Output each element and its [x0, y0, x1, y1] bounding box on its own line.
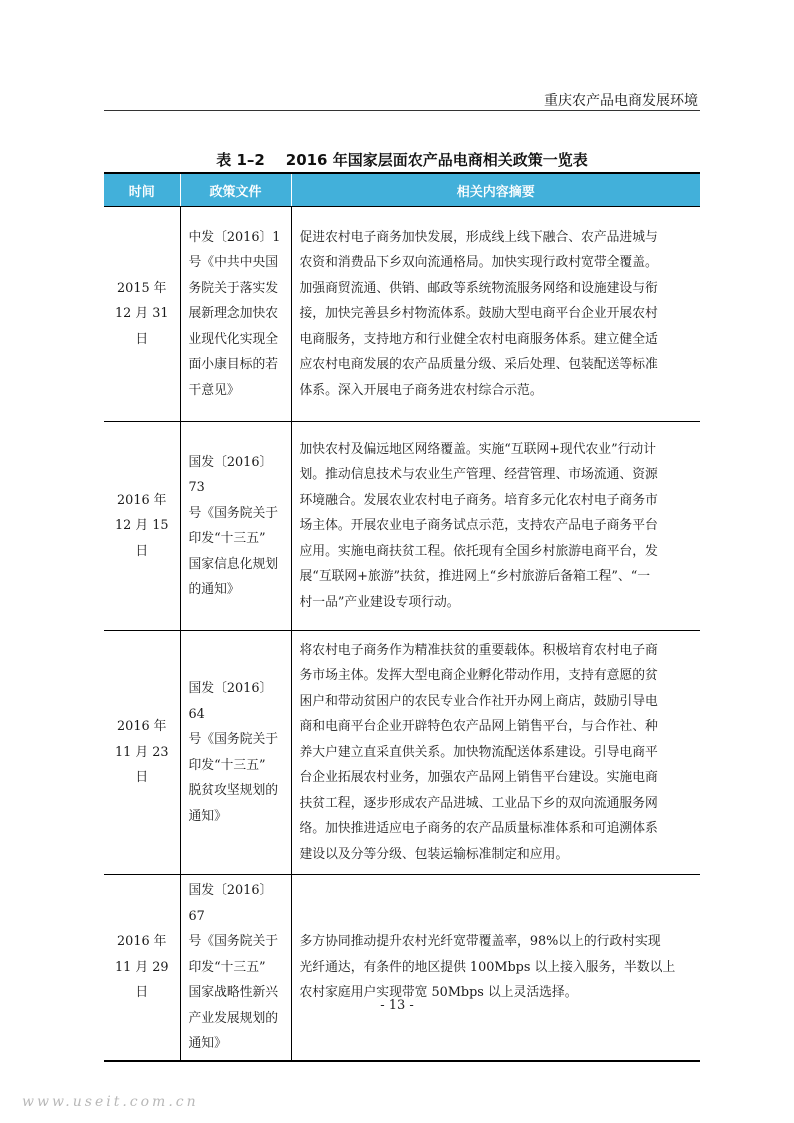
summary-line: 多方协同推动提升农村光纤宽带覆盖率，98%以上的行政村实现 [299, 934, 661, 949]
summary-line: 商和电商平台企业开辟特色农产品网上销售平台，与合作社、种 [299, 719, 658, 735]
summary-line: 划。推动信息技术与农业生产管理、经营管理、市场流通、资源 [299, 467, 658, 483]
time-year: 2016 年 [117, 719, 167, 735]
document-line: 号《国务院关于 [188, 934, 279, 949]
document-cell [180, 207, 291, 422]
document-line: 国家战略性新兴 [188, 985, 279, 1000]
document-line: 业现代化实现全 [188, 331, 279, 347]
document-line: 的通知》 [188, 582, 240, 597]
summary-line: 展“互联网+旅游”扶贫，推进网上“乡村旅游后备箱工程”、“一 [299, 569, 651, 585]
summary-line: 农资和消费品下乡双向流通格局。加快实现行政村宽带全覆盖。 [299, 255, 658, 271]
summary-cell [291, 422, 700, 631]
summary-line: 应农村电商发展的农产品质量分级、采后处理、包装配送等标准 [299, 357, 658, 373]
document-line: 印发“十三五” [188, 959, 266, 975]
table-row [104, 631, 700, 875]
time-year: 2015 年 [117, 280, 167, 296]
time-date: 11 月 23 日 [115, 744, 169, 786]
summary-line: 加快农村及偏远地区网络覆盖。实施“互联网+现代农业”行动计 [299, 441, 657, 457]
time-year: 2016 年 [117, 492, 167, 508]
document-line: 脱贫攻坚规划的 [188, 783, 279, 798]
summary-line: 务市场主体。发挥大型电商企业孵化带动作用，支持有意愿的贫 [299, 668, 658, 684]
summary-line: 村一品”产业建设专项行动。 [299, 594, 460, 610]
document-line: 通知》 [188, 808, 227, 824]
summary-line: 困户和带动贫困户的农民专业合作社开办网上商店，鼓励引导电 [299, 693, 658, 709]
time-date: 12 月 15 日 [115, 518, 169, 559]
document-cell [180, 875, 291, 1061]
document-line: 号《国务院关于 [188, 732, 279, 747]
document-line: 国发〔2016〕64 [188, 681, 273, 722]
running-header: 重庆农产品电商发展环境 [544, 93, 698, 109]
time-cell [104, 422, 180, 631]
summary-line: 电商服务，支持地方和行业健全农村电商服务体系。建立健全适 [299, 331, 658, 347]
column-header-time: 时间 [104, 173, 180, 207]
document-line: 务院关于落实发 [188, 280, 279, 296]
summary-cell [291, 631, 700, 875]
table-row [104, 875, 700, 1061]
document-line: 国发〔2016〕73 [188, 454, 273, 495]
summary-line: 光纤通达，有条件的地区提供 100Mbps 以上接入服务，半数以上 [299, 959, 676, 975]
summary-line: 体系。深入开展电子商务进农村综合示范。 [299, 382, 543, 398]
summary-line: 接，加快完善县乡村物流体系。鼓励大型电商平台企业开展农村 [299, 306, 658, 322]
time-year: 2016 年 [117, 934, 167, 949]
summary-line: 络。加快推进适应电子商务的农产品质量标准体系和可追溯体系 [299, 821, 658, 837]
document-line: 国发〔2016〕67 [188, 883, 273, 924]
document-line: 通知》 [188, 1036, 227, 1051]
document-line: 印发“十三五” [188, 531, 266, 546]
summary-line: 养大户建立直采直供关系。加快物流配送体系建设。引导电商平 [299, 744, 658, 760]
summary-cell [291, 875, 700, 1061]
summary-line: 加强商贸流通、供销、邮政等系统物流服务网络和设施建设与衔 [299, 280, 658, 296]
column-header-summary: 相关内容摘要 [291, 173, 700, 207]
table-title: 表 1–2 2016 年国家层面农产品电商相关政策一览表 [216, 151, 588, 169]
document-cell [180, 422, 291, 631]
time-date: 11 月 29 日 [115, 959, 169, 1000]
document-line: 印发“十三五” [188, 757, 266, 773]
document-line: 中发〔2016〕1 [188, 229, 281, 245]
document-line: 国家信息化规划 [188, 556, 279, 572]
time-date: 12 月 31 日 [115, 306, 169, 347]
summary-line: 农村家庭用户实现带宽 50Mbps 以上灵活选择。 [299, 985, 578, 1000]
summary-cell [291, 207, 700, 422]
summary-line: 台企业拓展农村业务，加强农产品网上销售平台建设。实施电商 [299, 770, 658, 786]
summary-line: 促进农村电子商务加快发展，形成线上线下融合、农产品进城与 [299, 229, 658, 245]
document-line: 展新理念加快农 [188, 306, 279, 322]
document-line: 号《国务院关于 [188, 505, 279, 521]
time-cell [104, 875, 180, 1061]
summary-line: 应用。实施电商扶贫工程。依托现有全国乡村旅游电商平台，发 [299, 543, 658, 559]
summary-line: 场主体。开展农业电子商务试点示范，支持农产品电子商务平台 [299, 518, 658, 534]
document-cell [180, 631, 291, 875]
header-rule [104, 110, 700, 111]
table-row [104, 207, 700, 422]
summary-line: 建设以及分等分级、包装运输标准制定和应用。 [299, 846, 569, 862]
document-line: 干意见》 [188, 382, 240, 398]
watermark-text: www.useit.com.cn [22, 1094, 199, 1110]
summary-line: 扶贫工程，逐步形成农产品进城、工业品下乡的双向流通服务网 [299, 795, 658, 811]
document-line: 产业发展规划的 [188, 1010, 279, 1026]
page-number: - 13 - [380, 998, 414, 1013]
time-cell [104, 207, 180, 422]
document-line: 面小康目标的若 [188, 357, 279, 373]
table-header-row [104, 173, 700, 207]
summary-line: 将农村电子商务作为精准扶贫的重要载体。积极培育农村电子商 [299, 642, 658, 658]
summary-line: 环境融合。发展农业农村电子商务。培育多元化农村电子商务市 [299, 492, 658, 508]
document-line: 号《中共中央国 [188, 255, 279, 271]
policy-table [104, 172, 700, 1062]
table-row [104, 422, 700, 631]
time-cell [104, 631, 180, 875]
column-header-document: 政策文件 [180, 173, 291, 207]
